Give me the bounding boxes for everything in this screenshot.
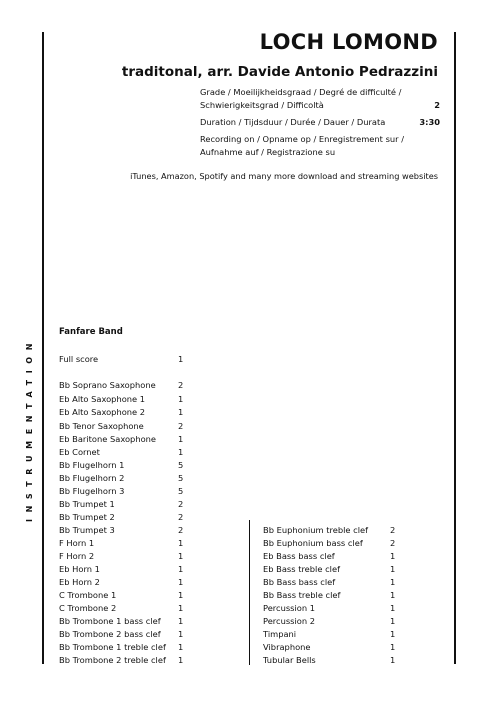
instrument-row bbox=[59, 473, 184, 483]
instrument-quantity: 1 bbox=[390, 655, 396, 665]
instrument-name: C Trombone 2 bbox=[59, 603, 117, 613]
streaming-note: iTunes, Amazon, Spotify and many more download and streaming websites bbox=[130, 171, 438, 181]
instrument-name: Bb Trombone 2 bass clef bbox=[59, 629, 161, 639]
duration-row bbox=[200, 116, 440, 129]
instrument-row bbox=[59, 434, 184, 444]
instrument-row bbox=[59, 421, 184, 431]
instrument-name: Eb Alto Saxophone 1 bbox=[59, 394, 146, 404]
instrumentation-sidebar bbox=[25, 322, 41, 522]
instrument-name: Eb Alto Saxophone 2 bbox=[59, 407, 146, 417]
instrument-row bbox=[59, 486, 184, 496]
instrument-quantity: 2 bbox=[390, 525, 396, 535]
instrument-row bbox=[59, 407, 184, 417]
composer-subtitle: traditonal, arr. Davide Antonio Pedrazzini bbox=[121, 64, 438, 80]
instrument-quantity: 1 bbox=[390, 629, 396, 639]
instrument-name: F Horn 1 bbox=[59, 538, 95, 548]
duration-value: 3:30 bbox=[419, 117, 440, 127]
instrument-name: Bb Flugelhorn 3 bbox=[59, 486, 125, 496]
instrument-quantity: 1 bbox=[178, 394, 184, 404]
instrument-quantity: 2 bbox=[178, 499, 184, 509]
recording-row bbox=[200, 133, 440, 159]
instrument-quantity: 5 bbox=[178, 486, 184, 496]
instrument-name: Eb Horn 2 bbox=[59, 577, 100, 587]
grade-value: 2 bbox=[434, 100, 440, 110]
instrument-row bbox=[59, 642, 184, 652]
instrument-row bbox=[59, 551, 184, 561]
instrument-row bbox=[263, 538, 396, 548]
instrument-name: Percussion 2 bbox=[263, 616, 316, 626]
instrument-quantity: 1 bbox=[390, 603, 396, 613]
instrument-row bbox=[59, 525, 184, 535]
instrument-quantity: 1 bbox=[178, 629, 184, 639]
instrument-row bbox=[263, 642, 396, 652]
instrument-row bbox=[59, 538, 184, 548]
section-title: Fanfare Band bbox=[59, 327, 123, 337]
instrument-name: Bb Bass bass clef bbox=[263, 577, 336, 587]
instrument-row bbox=[59, 499, 184, 509]
instrument-name: Eb Horn 1 bbox=[59, 564, 100, 574]
instrument-quantity: 1 bbox=[178, 590, 184, 600]
instrument-quantity: 5 bbox=[178, 473, 184, 483]
instrument-name: Tubular Bells bbox=[263, 655, 316, 665]
instrument-row bbox=[59, 394, 184, 404]
instrument-row bbox=[59, 380, 184, 390]
page-title: LOCH LOMOND bbox=[259, 30, 438, 54]
instrument-row bbox=[59, 354, 184, 364]
instrument-quantity: 1 bbox=[178, 538, 184, 548]
instrument-name: Eb Baritone Saxophone bbox=[59, 434, 157, 444]
instrument-row bbox=[263, 590, 396, 600]
instrument-quantity: 1 bbox=[178, 551, 184, 561]
instrument-name: Vibraphone bbox=[263, 642, 311, 652]
instrument-name: Eb Cornet bbox=[59, 447, 100, 457]
instrument-quantity: 1 bbox=[178, 434, 184, 444]
instrument-name: C Trombone 1 bbox=[59, 590, 117, 600]
instrument-name: Percussion 1 bbox=[263, 603, 316, 613]
instrument-name: Eb Bass treble clef bbox=[263, 564, 340, 574]
instrument-quantity: 1 bbox=[390, 564, 396, 574]
instrument-name: Bb Trombone 1 bass clef bbox=[59, 616, 161, 626]
instrument-name: Bb Flugelhorn 2 bbox=[59, 473, 125, 483]
instrument-quantity: 1 bbox=[178, 603, 184, 613]
instrument-name: Full score bbox=[59, 354, 99, 364]
instrument-row bbox=[263, 629, 396, 639]
instrument-row bbox=[263, 603, 396, 613]
instrument-name: Bb Flugelhorn 1 bbox=[59, 460, 125, 470]
instrument-name: Bb Soprano Saxophone bbox=[59, 380, 156, 390]
instrument-name: Bb Trombone 2 treble clef bbox=[59, 655, 166, 665]
instrument-row bbox=[59, 590, 184, 600]
instrument-quantity: 1 bbox=[390, 577, 396, 587]
instrument-quantity: 1 bbox=[178, 354, 184, 364]
recording-label: Recording on / Opname op / Enregistrement sur / Aufnahme auf / Registrazione su bbox=[200, 134, 404, 157]
grade-label: Grade / Moeilijkheidsgraad / Degré de difficulté / Schwierigkeitsgrad / Difficoltà bbox=[200, 87, 402, 110]
instrument-row bbox=[263, 564, 396, 574]
instrument-row bbox=[59, 603, 184, 613]
instrumentation-label: INSTRUMENTATION bbox=[25, 336, 34, 522]
instrument-row bbox=[263, 655, 396, 665]
instrument-row bbox=[59, 460, 184, 470]
instrument-row bbox=[59, 512, 184, 522]
instrument-name: Bb Tenor Saxophone bbox=[59, 421, 144, 431]
instrument-quantity: 1 bbox=[178, 564, 184, 574]
instrument-name: Bb Trumpet 3 bbox=[59, 525, 115, 535]
instrument-quantity: 1 bbox=[178, 655, 184, 665]
instrument-quantity: 1 bbox=[390, 551, 396, 561]
instrument-quantity: 5 bbox=[178, 460, 184, 470]
instrument-name: Bb Euphonium treble clef bbox=[263, 525, 369, 535]
instrument-quantity: 2 bbox=[178, 421, 184, 431]
column-divider bbox=[249, 520, 250, 665]
instrument-quantity: 2 bbox=[178, 380, 184, 390]
instrument-name: Bb Trumpet 2 bbox=[59, 512, 115, 522]
instrument-row bbox=[263, 525, 396, 535]
instrument-row bbox=[59, 564, 184, 574]
instrument-row bbox=[263, 577, 396, 587]
instrument-name: Bb Euphonium bass clef bbox=[263, 538, 363, 548]
instrument-quantity: 1 bbox=[178, 616, 184, 626]
instrument-quantity: 1 bbox=[390, 616, 396, 626]
instrument-row bbox=[263, 551, 396, 561]
instrument-quantity: 1 bbox=[390, 642, 396, 652]
instrument-name: Timpani bbox=[263, 629, 297, 639]
instrument-quantity: 2 bbox=[390, 538, 396, 548]
instrument-quantity: 1 bbox=[178, 642, 184, 652]
instrument-row bbox=[59, 577, 184, 587]
right-rule bbox=[454, 32, 456, 664]
grade-row bbox=[200, 86, 440, 112]
instrument-name: Bb Trombone 1 treble clef bbox=[59, 642, 166, 652]
left-rule bbox=[42, 32, 44, 664]
instrument-name: Bb Trumpet 1 bbox=[59, 499, 115, 509]
instrument-quantity: 1 bbox=[178, 447, 184, 457]
instrument-row bbox=[263, 616, 396, 626]
instrument-row bbox=[59, 447, 184, 457]
instrument-name: F Horn 2 bbox=[59, 551, 95, 561]
instrument-row bbox=[59, 629, 184, 639]
instrument-quantity: 1 bbox=[178, 407, 184, 417]
instrument-row bbox=[59, 655, 184, 665]
instrument-row bbox=[59, 616, 184, 626]
instrument-quantity: 1 bbox=[390, 590, 396, 600]
instrument-quantity: 2 bbox=[178, 512, 184, 522]
instrument-name: Eb Bass bass clef bbox=[263, 551, 335, 561]
duration-label: Duration / Tijdsduur / Durée / Dauer / Durata bbox=[200, 117, 386, 127]
instrument-quantity: 2 bbox=[178, 525, 184, 535]
instrument-quantity: 1 bbox=[178, 577, 184, 587]
instrument-name: Bb Bass treble clef bbox=[263, 590, 341, 600]
